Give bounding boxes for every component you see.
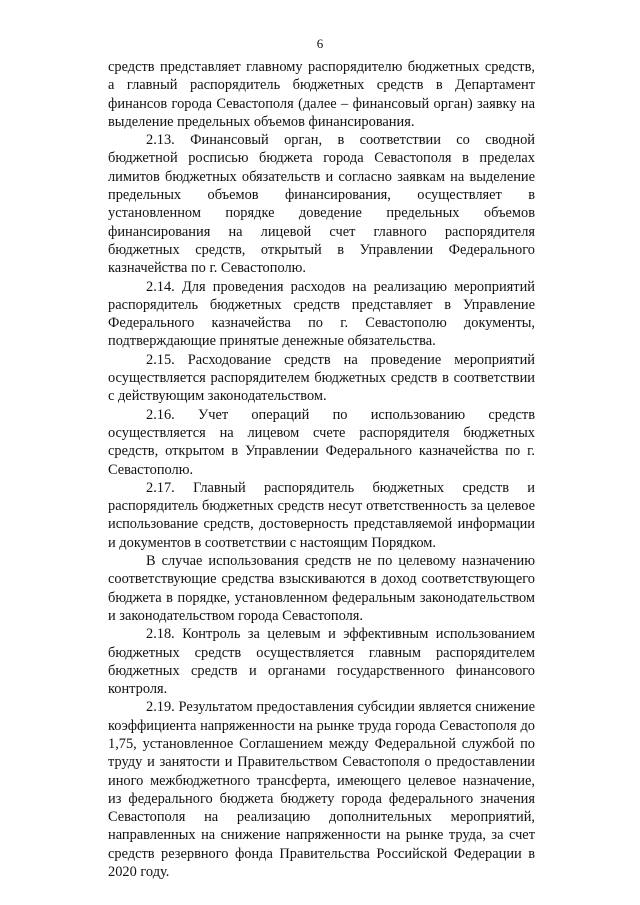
paragraph-2-16: 2.16. Учет операций по использованию средств осуществляется на лицевом счете распорядителя бюджетных средств, открытом в Управлении Федерального казначейства по г. Севастополю. [108,406,535,478]
paragraph-2-13: 2.13. Финансовый орган, в соответствии со сводной бюджетной росписью бюджета города Севастополя в пределах лимитов бюджетных обязательств и согласно заявкам на выделение предельных объемов финансирования, осуществляет в установленном порядке доведение предельных объемов финансирования на лицевой счет главного распорядителя бюджетных средств, открытый в Управлении Федерального казначейства по г. Севастополю. [108,132,535,277]
paragraph-2-19: 2.19. Результатом предоставления субсидии является снижение коэффициента напряженности на рынке труда города Севастополя до 1,75, установленное Соглашением между Федеральной службой по труду и занятости и Правительством Севастополя о предоставлении иного межбюджетного трансферта, имеющего целевое назначение, из федерального бюджета бюджету города федерального значения Севастополя на реализацию дополнительных мероприятий, направленных на снижение напряженности на рынке труда, за счет средств резервного фонда Правительства Российской Федерации в 2020 году. [108,699,535,881]
paragraph-continuation: средств представляет главному распорядителю бюджетных средств, а главный распорядитель бюджетных средств в Департамент финансов города Севастополя (далее – финансовый орган) заявку на выделение предельных объемов финансирования. [108,59,535,130]
paragraph-2-17: 2.17. Главный распорядитель бюджетных средств и распорядитель бюджетных средств несут ответственность за целевое использование средств, достоверность представляемой информации и документов в соответствии с настоящим Порядком. [108,479,535,551]
paragraph-2-14: 2.14. Для проведения расходов на реализацию мероприятий распорядитель бюджетных средств представляет в Управление Федерального казначейства по г. Севастополю документы, подтверждающие принятые денежные обязательства. [108,278,535,350]
document-body [108,58,535,881]
paragraph-2-15: 2.15. Расходование средств на проведение мероприятий осуществляется распорядителем бюджетных средств в соответствии с действующим законодательством. [108,351,535,405]
paragraph-2-18: 2.18. Контроль за целевым и эффективным использованием бюджетных средств осуществляется главным распорядителем бюджетных средств и органами государственного финансового контроля. [108,626,535,698]
paragraph-misuse: В случае использования средств не по целевому назначению соответствующие средства взыскиваются в доход соответствующего бюджета в порядке, установленном федеральным законодательством и законодательством города Севастополя. [108,553,535,624]
page-number: 6 [316,36,324,51]
